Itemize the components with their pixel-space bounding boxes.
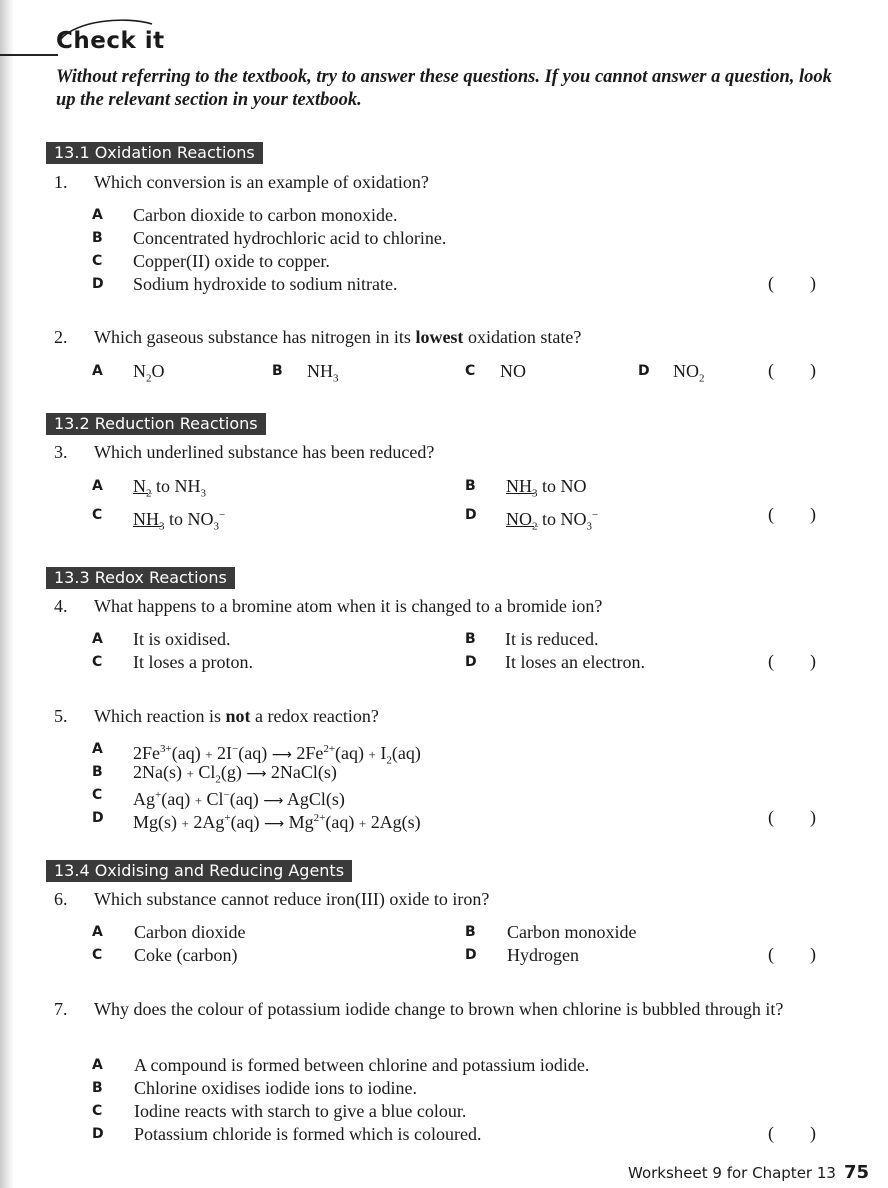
question-number: 7. xyxy=(54,999,68,1019)
logo-text: Check it xyxy=(56,28,165,54)
section-header-13-2: 13.2 Reduction Reactions xyxy=(46,413,266,435)
section-header-13-4: 13.4 Oxidising and Reducing Agents xyxy=(46,860,352,882)
footer-text: Worksheet 9 for Chapter 13 xyxy=(628,1164,836,1182)
option-letter-c: C xyxy=(92,947,103,963)
option-letter-b: B xyxy=(92,1080,103,1096)
q3-option-d: $NO_2$ to $NO_3^-$ xyxy=(506,509,599,533)
option-letter-b: B xyxy=(465,924,476,940)
question-text-end: a redox reaction? xyxy=(250,706,379,726)
question-text: Why does the colour of potassium iodide change to brown when chlorine is bubbled through it? xyxy=(94,999,784,1019)
q5-option-c: Ag+(aq) + Cl−(aq) ⟶ AgCl(s) xyxy=(133,789,345,809)
q2-option-d: $NO_2$ xyxy=(673,361,705,385)
q4-option-c: It loses a proton. xyxy=(133,652,253,672)
page-edge-shadow xyxy=(0,0,14,1188)
q2-option-a: $N_2O$ xyxy=(133,361,165,385)
q4-option-d: It loses an electron. xyxy=(505,652,645,672)
option-letter-b: B xyxy=(465,478,476,494)
q6-option-c: Coke (carbon) xyxy=(134,945,238,965)
q1-option-a: Carbon dioxide to carbon monoxide. xyxy=(133,205,398,225)
question-text-end: oxidation state? xyxy=(463,327,582,347)
q5-answer-box[interactable]: ( ) xyxy=(768,807,816,827)
q1-answer-box[interactable]: ( ) xyxy=(768,273,816,293)
question-number: 4. xyxy=(54,596,68,616)
question-text-emphasis: lowest xyxy=(415,327,464,347)
option-letter-a: A xyxy=(92,478,103,494)
option-letter-a: A xyxy=(92,363,103,379)
option-letter-d: D xyxy=(465,507,477,523)
option-letter-d: D xyxy=(92,810,104,826)
option-letter-d: D xyxy=(638,363,650,379)
option-letter-c: C xyxy=(92,654,103,670)
option-letter-a: A xyxy=(92,631,103,647)
q1-option-b: Concentrated hydrochloric acid to chlorine. xyxy=(133,228,447,248)
option-letter-c: C xyxy=(92,1103,103,1119)
option-letter-a: A xyxy=(92,741,103,757)
section-header-13-3: 13.3 Redox Reactions xyxy=(46,567,235,589)
question-text: Which underlined substance has been reduced? xyxy=(94,442,435,462)
intro-instructions: Without referring to the textbook, try to answer these questions. If you cannot answer a question, look up the relevant section in your textbook. xyxy=(56,67,832,110)
header-rule xyxy=(0,54,58,56)
check-it-logo xyxy=(56,18,176,60)
option-letter-a: A xyxy=(92,207,103,223)
option-letter-d: D xyxy=(92,276,104,292)
question-text: What happens to a bromine atom when it is changed to a bromide ion? xyxy=(94,596,603,616)
q7-option-a: A compound is formed between chlorine and potassium iodide. xyxy=(134,1055,590,1075)
q7-option-c: Iodine reacts with starch to give a blue colour. xyxy=(134,1101,467,1121)
q5-option-a: $2Fe^{3+}(aq) + 2I^-(aq)$ ⟶ $2Fe^{2+}(aq) + I_2(aq)$ xyxy=(133,743,421,767)
question-text xyxy=(94,326,814,348)
option-letter-b: B xyxy=(92,764,103,780)
q6-answer-box[interactable]: ( ) xyxy=(768,944,816,964)
question-text xyxy=(94,705,814,727)
q3-option-b: $NH_3$ to NO xyxy=(506,476,587,500)
question-number: 5. xyxy=(54,706,68,726)
question-number: 6. xyxy=(54,889,68,909)
option-letter-c: C xyxy=(92,507,103,523)
option-letter-d: D xyxy=(92,1126,104,1142)
q6-option-a: Carbon dioxide xyxy=(134,922,246,942)
q3-answer-box[interactable]: ( ) xyxy=(768,504,816,524)
page-number: 75 xyxy=(843,1162,870,1183)
q1-option-d: Sodium hydroxide to sodium nitrate. xyxy=(133,274,398,294)
option-letter-d: D xyxy=(465,654,477,670)
option-letter-b: B xyxy=(92,230,103,246)
option-letter-a: A xyxy=(92,924,103,940)
q3-option-a: $N_2$ to $NH_3$ xyxy=(133,476,206,500)
q2-answer-box[interactable]: ( ) xyxy=(768,360,816,380)
option-letter-c: C xyxy=(92,787,103,803)
q5-option-b: $2Na(s) + Cl_2(g)$ ⟶ 2NaCl(s) xyxy=(133,762,337,786)
option-letter-b: B xyxy=(272,363,283,379)
q7-answer-box[interactable]: ( ) xyxy=(768,1123,816,1143)
q2-option-b: $NH_3$ xyxy=(307,361,339,385)
question-number: 2. xyxy=(54,327,68,347)
section-header-13-1: 13.1 Oxidation Reactions xyxy=(46,142,263,164)
q4-option-a: It is oxidised. xyxy=(133,629,231,649)
q6-option-b: Carbon monoxide xyxy=(507,922,637,942)
option-letter-c: C xyxy=(92,253,103,269)
question-number: 1. xyxy=(54,172,68,192)
option-letter-a: A xyxy=(92,1057,103,1073)
page-footer xyxy=(628,1162,869,1183)
q4-option-b: It is reduced. xyxy=(505,629,599,649)
q1-option-c: Copper(II) oxide to copper. xyxy=(133,251,330,271)
q2-option-c: NO xyxy=(500,361,526,381)
q6-option-d: Hydrogen xyxy=(507,945,579,965)
question-text-start: Which gaseous substance has nitrogen in its xyxy=(94,327,416,347)
option-letter-b: B xyxy=(465,631,476,647)
q7-option-b: Chlorine oxidises iodide ions to iodine. xyxy=(134,1078,417,1098)
question-text: Which conversion is an example of oxidation? xyxy=(94,172,429,192)
option-letter-d: D xyxy=(465,947,477,963)
question-text: Which substance cannot reduce iron(III) oxide to iron? xyxy=(94,889,490,909)
q7-option-d: Potassium chloride is formed which is coloured. xyxy=(134,1124,482,1144)
q5-option-d: Mg(s) + 2Ag+(aq) ⟶ $Mg^{2+}(aq) + 2Ag(s)$ xyxy=(133,812,421,832)
q4-answer-box[interactable]: ( ) xyxy=(768,651,816,671)
question-number: 3. xyxy=(54,442,68,462)
q3-option-c: $NH_3$ to $NO_3^-$ xyxy=(133,509,226,533)
option-letter-c: C xyxy=(465,363,476,379)
question-text-emphasis: not xyxy=(225,706,251,726)
question-text-start: Which reaction is xyxy=(94,706,226,726)
